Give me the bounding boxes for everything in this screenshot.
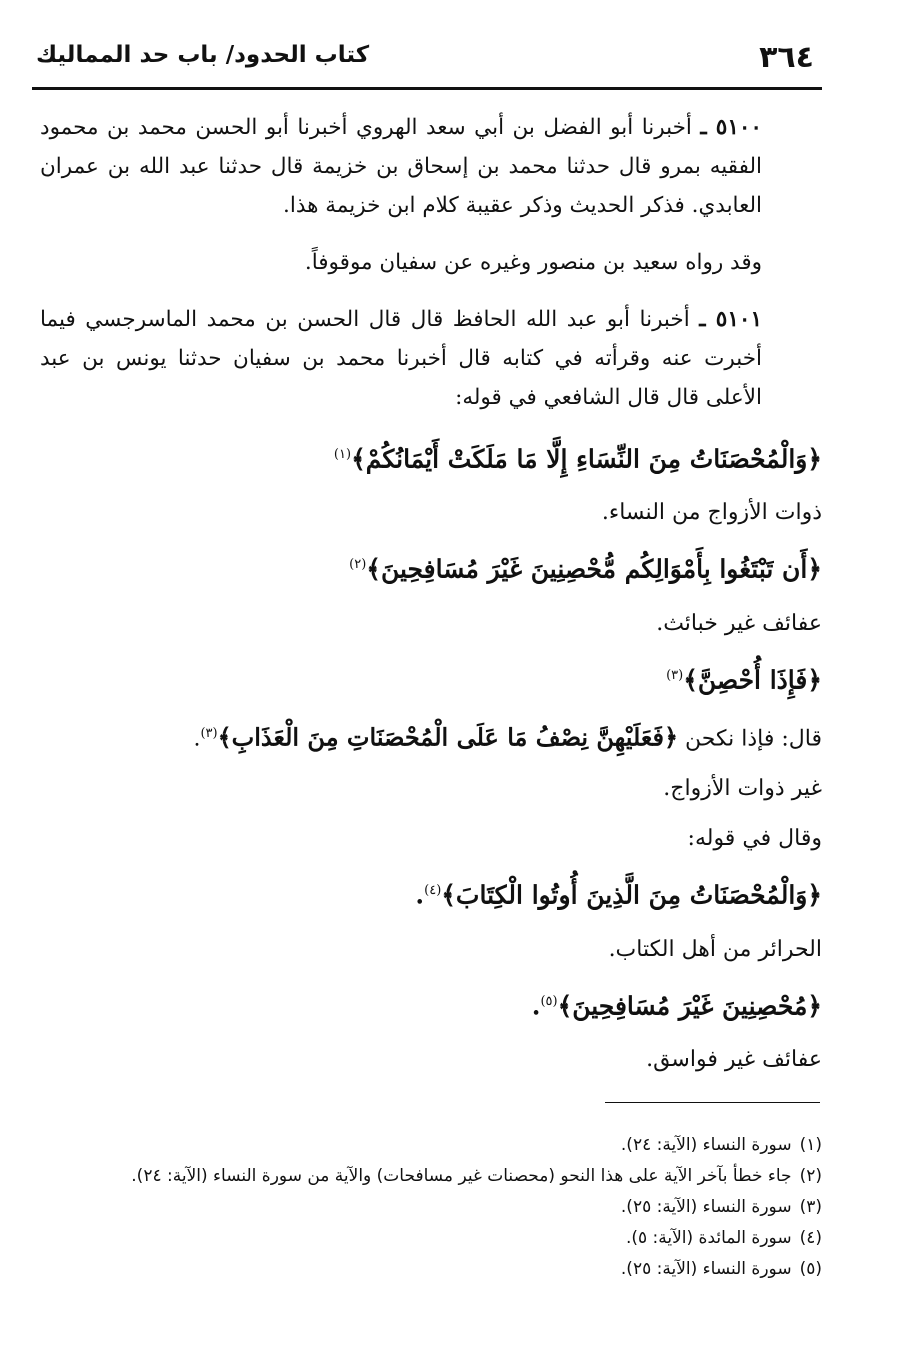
verse-text: ﴿فَعَلَيْهِنَّ نِصْفُ مَا عَلَى الْمُحْصَنَاتِ مِنَ الْعَذَابِ﴾ (217, 722, 679, 752)
footnote-4 (60, 1223, 822, 1254)
footnote-2 (60, 1161, 822, 1192)
commentary-line: غير ذوات الأزواج. (663, 776, 822, 802)
hadith-number: ٥١٠٠ ـ (700, 115, 762, 140)
footnote-number: (٢) (799, 1166, 822, 1186)
quran-verse-2 (40, 545, 822, 589)
commentary-line: وقال في قوله: (687, 826, 822, 852)
footnote-text: سورة المائدة (الآية: ٥). (625, 1228, 792, 1248)
quran-verse-5 (40, 982, 822, 1026)
footnote-ref: (٣) (666, 667, 684, 683)
footnote-ref: (٣) (200, 725, 218, 741)
main-text (40, 108, 822, 1092)
footnote-text: سورة النساء (الآية: ٢٥). (620, 1259, 792, 1279)
footnote-3 (60, 1192, 822, 1223)
verse-text: ﴿أَن تَبْتَغُوا بِأَمْوَالِكُم مُّحْصِنِينَ غَيْرَ مُسَافِحِينَ﴾ (366, 554, 822, 584)
commentary-prefix: قال: فإذا نكحن (685, 726, 822, 752)
verse-text: ﴿فَإِذَا أُحْصِنَّ﴾ (683, 664, 822, 694)
footnote-number: (٥) (799, 1259, 822, 1279)
commentary-line: ذوات الأزواج من النساء. (601, 500, 822, 526)
footnote-divider (605, 1102, 820, 1103)
commentary-line-with-verse (40, 716, 822, 757)
page-number: ٣٦٤ (759, 40, 814, 75)
footnote-text: سورة النساء (الآية: ٢٤). (620, 1135, 792, 1155)
footnotes (60, 1130, 822, 1285)
quran-verse-3 (40, 656, 822, 700)
line-end: . (531, 990, 541, 1020)
quran-verse-4 (40, 871, 822, 915)
footnote-ref: (٤) (424, 883, 442, 899)
line-end: . (193, 726, 201, 752)
line-end: . (415, 880, 425, 910)
verse-text: ﴿مُحْصِنِينَ غَيْرَ مُسَافِحِينَ﴾ (557, 990, 822, 1020)
hadith-number: ٥١٠١ ـ (699, 307, 762, 332)
footnote-1 (60, 1130, 822, 1161)
hadith-5100 (40, 108, 822, 225)
commentary-line: عفائف غير خبائث. (656, 610, 822, 636)
commentary-line: الحرائر من أهل الكتاب. (608, 936, 822, 962)
page-header (32, 40, 822, 90)
footnote-number: (١) (799, 1135, 822, 1155)
verse-text: ﴿وَالْمُحْصَنَاتُ مِنَ النِّسَاءِ إِلَّا مَا مَلَكَتْ أَيْمَانُكُمْ﴾ (351, 444, 822, 474)
footnote-number: (٣) (799, 1197, 822, 1217)
hadith-text: أخبرنا أبو عبد الله الحافظ قال قال الحسن بن محمد الماسرجسي فيما أخبرت عنه وقرأته في كتابه قال أخبرنا محمد بن سفيان حدثنا يونس بن عبد الأعلى قال قال الشافعي في قوله: (40, 307, 762, 410)
footnote-ref: (١) (333, 447, 352, 462)
narration-note: وقد رواه سعيد بن منصور وغيره عن سفيان موقوفاً. (304, 250, 762, 275)
footnote-text: سورة النساء (الآية: ٢٥). (620, 1197, 792, 1217)
hadith-text: أخبرنا أبو الفضل بن أبي سعد الهروي أخبرنا أبو الحسن محمد بن محمود الفقيه بمرو قال حدثنا محمد بن إسحاق بن خزيمة قال حدثنا عبد الله بن عمران العابدي. فذكر الحديث وذكر عقيبة كلام ابن خزيمة هذا. (40, 115, 762, 218)
commentary-line: عفائف غير فواسق. (646, 1046, 822, 1072)
footnote-number: (٤) (799, 1228, 822, 1248)
quran-verse-1 (40, 435, 822, 479)
footnote-text: جاء خطأ بآخر الآية على هذا النحو (محصنات غير مسافحات) والآية من سورة النساء (الآية: ٢٤). (131, 1166, 792, 1186)
verse-text: ﴿وَالْمُحْصَنَاتُ مِنَ الَّذِينَ أُوتُوا الْكِتَابَ﴾ (441, 880, 822, 910)
footnote-ref: (٥) (540, 993, 558, 1009)
running-head: كتاب الحدود/ باب حد المماليك (36, 42, 370, 68)
footnote-ref: (٢) (349, 557, 367, 573)
hadith-5101 (40, 300, 822, 417)
footnote-5 (60, 1254, 822, 1285)
